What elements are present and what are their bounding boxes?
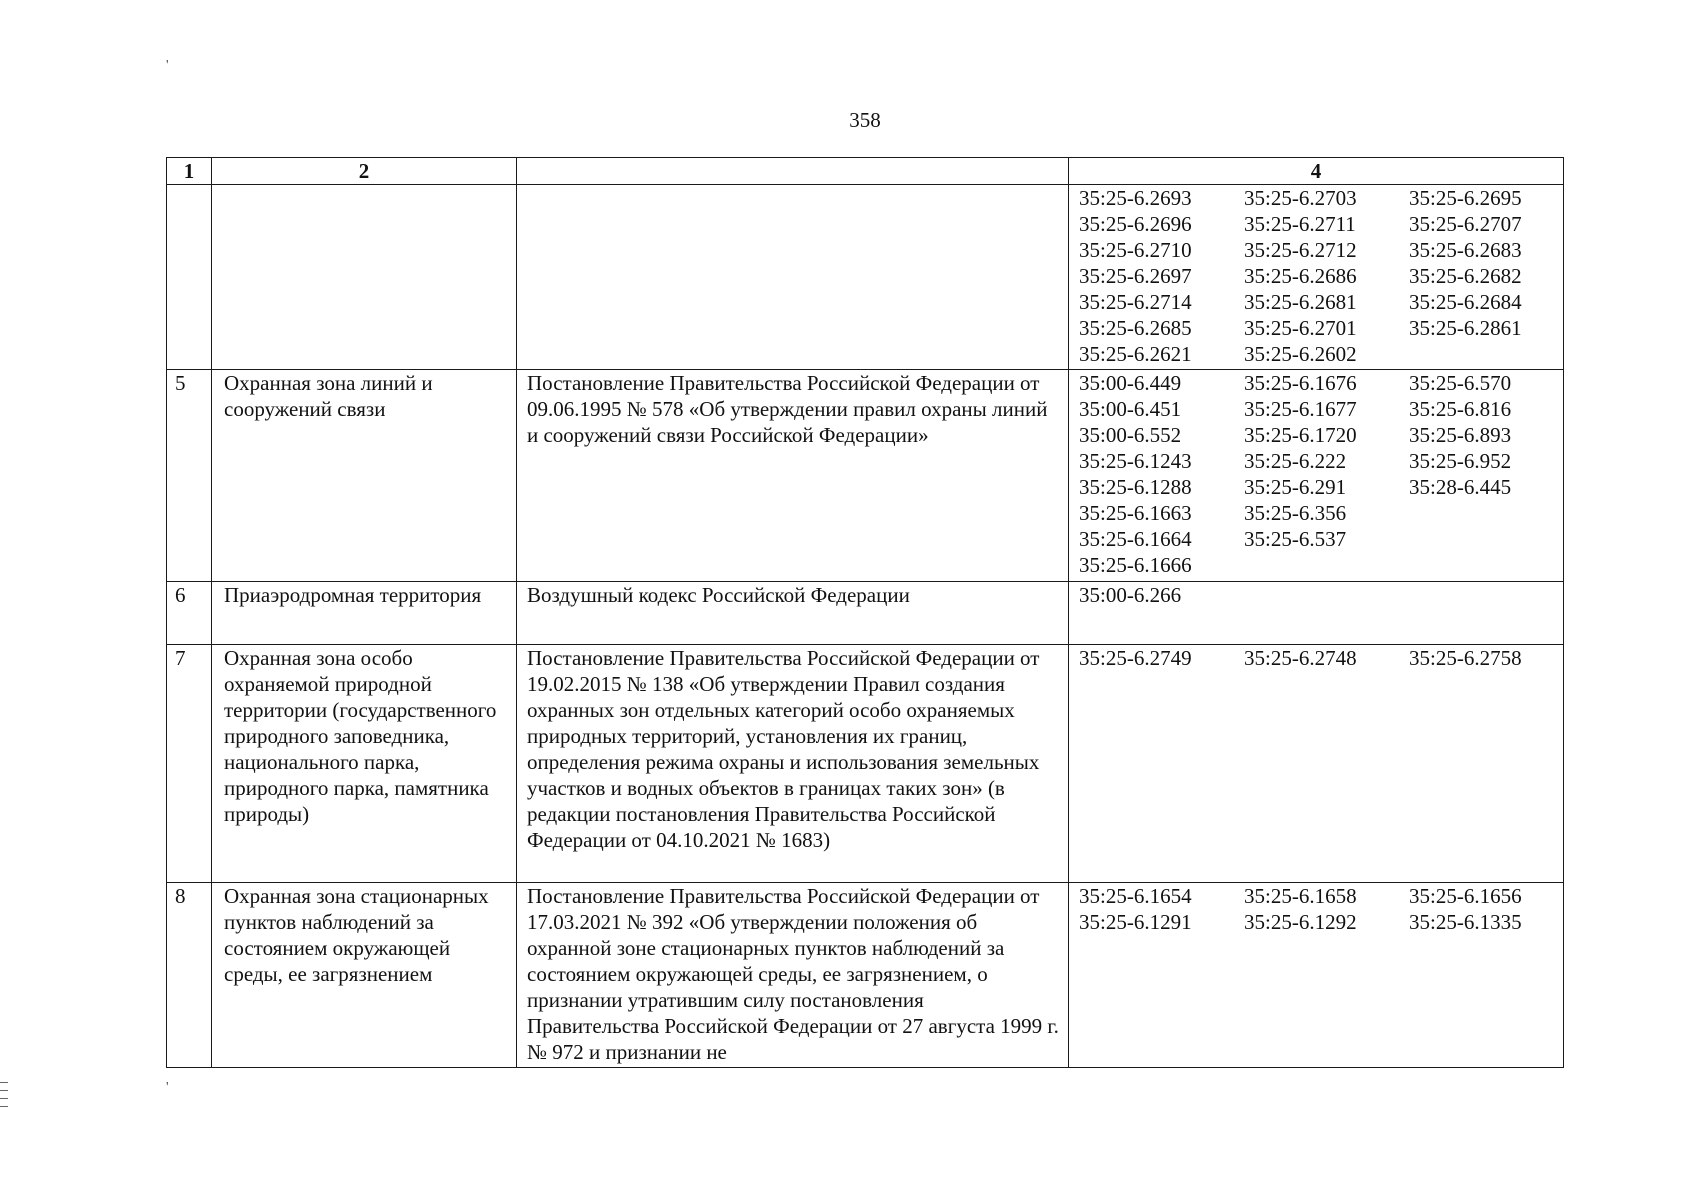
cadastral-code: 35:25-6.2693 (1079, 186, 1192, 210)
zone-name: Охранная зона особо охраняемой природной территории (государственного природного заповедника, национального парка, природного парка, памятника природы) (212, 645, 517, 883)
page-number: 358 (849, 108, 881, 132)
zone-name (212, 185, 517, 370)
cadastral-code: 35:25-6.1664 (1079, 527, 1192, 551)
cadastral-code: 35:25-6.2701 (1244, 316, 1357, 340)
scan-mark: ' (166, 1080, 169, 1095)
cadastral-code: 35:25-6.2758 (1409, 646, 1522, 670)
cadastral-code: 35:25-6.2748 (1244, 646, 1357, 670)
row-number (167, 185, 212, 370)
cadastral-code: 35:25-6.952 (1409, 449, 1512, 473)
scan-edge-mark (0, 1098, 8, 1099)
cadastral-code: 35:28-6.445 (1409, 475, 1512, 499)
cadastral-code: 35:25-6.2682 (1409, 264, 1522, 288)
cadastral-code: 35:25-6.1666 (1079, 553, 1192, 577)
row-number: 8 (167, 883, 212, 1068)
cadastral-code: 35:25-6.2696 (1079, 212, 1192, 236)
zones-table (166, 157, 1564, 1068)
cadastral-code: 35:25-6.2749 (1079, 646, 1192, 670)
header-col-2: 2 (212, 158, 517, 185)
cadastral-code: 35:25-6.1677 (1244, 397, 1357, 421)
cadastral-code: 35:25-6.570 (1409, 371, 1512, 395)
cadastral-code: 35:25-6.2686 (1244, 264, 1357, 288)
cadastral-code: 35:25-6.1676 (1244, 371, 1357, 395)
cadastral-code: 35:25-6.2685 (1079, 316, 1192, 340)
scan-edge-mark (0, 1106, 8, 1107)
cadastral-code (1409, 526, 1574, 552)
cadastral-code: 35:25-6.1291 (1079, 910, 1192, 934)
zone-name: Приаэродромная территория (212, 582, 517, 645)
cadastral-code: 35:25-6.1335 (1409, 910, 1522, 934)
cadastral-code: 35:25-6.2602 (1244, 342, 1357, 366)
cadastral-code (1409, 341, 1574, 367)
scan-edge-mark (0, 1082, 8, 1083)
table-row (167, 185, 1564, 370)
cadastral-code (1244, 552, 1409, 578)
legal-basis: Постановление Правительства Российской Федерации от 19.02.2015 № 138 «Об утверждении Правил создания охранных зон отдельных категорий особо охраняемых природных территорий, установления их границ, определения режима охраны и использования земельных участков и водных объектов в границах таких зон» (в редакции постановления Правительства Российской Федерации от 04.10.2021 № 1683) (517, 645, 1069, 883)
cadastral-code: 35:00-6.451 (1079, 397, 1182, 421)
cadastral-code: 35:25-6.2710 (1079, 238, 1192, 262)
cadastral-code: 35:25-6.222 (1244, 449, 1347, 473)
row-number: 6 (167, 582, 212, 645)
cadastral-code: 35:25-6.816 (1409, 397, 1512, 421)
table-row (167, 370, 1564, 582)
cadastral-code: 35:25-6.1654 (1079, 884, 1192, 908)
cadastral-code: 35:25-6.2683 (1409, 238, 1522, 262)
cadastral-code: 35:25-6.537 (1244, 527, 1347, 551)
header-col-3 (517, 158, 1069, 185)
cadastral-code: 35:25-6.1656 (1409, 884, 1522, 908)
cadastral-code: 35:25-6.2684 (1409, 290, 1522, 314)
cadastral-code: 35:25-6.2695 (1409, 186, 1522, 210)
row-number: 5 (167, 370, 212, 582)
cadastral-code: 35:25-6.1288 (1079, 475, 1192, 499)
cadastral-code: 35:25-6.291 (1244, 475, 1347, 499)
header-col-4: 4 (1069, 158, 1564, 185)
cadastral-code: 35:25-6.2861 (1409, 316, 1522, 340)
cadastral-codes (1069, 645, 1564, 883)
cadastral-code: 35:00-6.552 (1079, 423, 1182, 447)
cadastral-code: 35:25-6.2714 (1079, 290, 1192, 314)
cadastral-codes (1069, 185, 1564, 370)
cadastral-code: 35:25-6.2621 (1079, 342, 1192, 366)
cadastral-code: 35:00-6.449 (1079, 371, 1182, 395)
cadastral-code: 35:25-6.1292 (1244, 910, 1357, 934)
table-header-row (167, 158, 1564, 185)
cadastral-code: 35:25-6.1720 (1244, 423, 1357, 447)
cadastral-code: 35:25-6.1663 (1079, 501, 1192, 525)
table-row (167, 582, 1564, 645)
row-number: 7 (167, 645, 212, 883)
cadastral-code: 35:00-6.266 (1079, 583, 1182, 607)
cadastral-codes (1069, 883, 1564, 1068)
cadastral-code: 35:25-6.1658 (1244, 884, 1357, 908)
cadastral-code: 35:25-6.2712 (1244, 238, 1357, 262)
cadastral-code: 35:25-6.356 (1244, 501, 1347, 525)
table-row (167, 645, 1564, 883)
cadastral-code: 35:25-6.1243 (1079, 449, 1192, 473)
cadastral-code: 35:25-6.893 (1409, 423, 1512, 447)
scan-edge-mark (0, 1090, 8, 1091)
cadastral-code: 35:25-6.2707 (1409, 212, 1522, 236)
cadastral-code: 35:25-6.2681 (1244, 290, 1357, 314)
legal-basis (517, 185, 1069, 370)
zone-name: Охранная зона линий и сооружений связи (212, 370, 517, 582)
legal-basis: Постановление Правительства Российской Федерации от 09.06.1995 № 578 «Об утверждении правил охраны линий и сооружений связи Российской Федерации» (517, 370, 1069, 582)
table-row (167, 883, 1564, 1068)
header-col-1: 1 (167, 158, 212, 185)
cadastral-code: 35:25-6.2711 (1244, 212, 1356, 236)
cadastral-code: 35:25-6.2703 (1244, 186, 1357, 210)
cadastral-codes (1069, 582, 1564, 645)
legal-basis: Воздушный кодекс Российской Федерации (517, 582, 1069, 645)
legal-basis: Постановление Правительства Российской Федерации от 17.03.2021 № 392 «Об утверждении положения об охранной зоне стационарных пунктов наблюдений за состоянием окружающей среды, ее загрязнением, о признании утратившим силу постановления Правительства Российской Федерации от 27 августа 1999 г. № 972 и признании не (517, 883, 1069, 1068)
scan-mark: ' (166, 58, 169, 73)
cadastral-codes (1069, 370, 1564, 582)
cadastral-code (1409, 552, 1574, 578)
cadastral-code: 35:25-6.2697 (1079, 264, 1192, 288)
zone-name: Охранная зона стационарных пунктов наблюдений за состоянием окружающей среды, ее загрязнением (212, 883, 517, 1068)
cadastral-code (1409, 500, 1574, 526)
